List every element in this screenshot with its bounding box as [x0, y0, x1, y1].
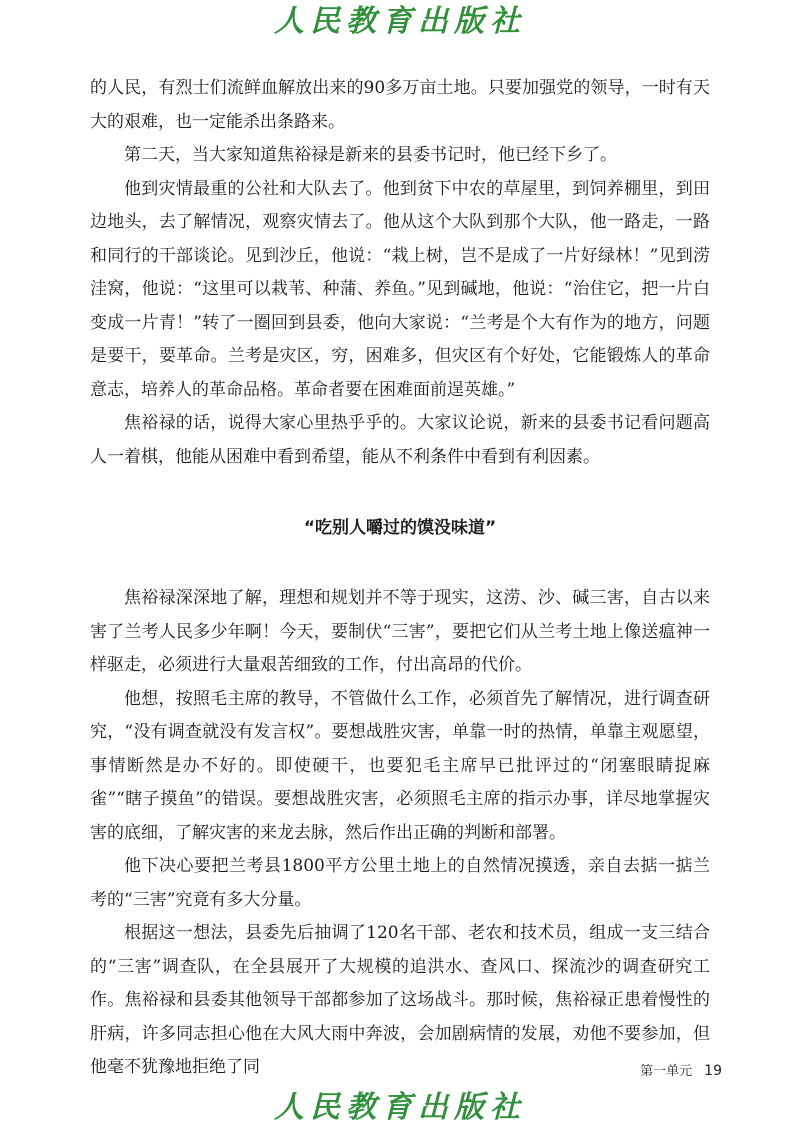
unit-label: 第一单元 [640, 1064, 693, 1079]
page-body [90, 72, 710, 1085]
section-title: “吃别人嚼过的馍没味道” [303, 518, 497, 538]
paragraph: 他下决心要把兰考县1800平方公里土地上的自然情况摸透，亲自去掂一掂兰考的“三害”究竟有多大分量。 [90, 856, 710, 910]
paragraph: 他想，按照毛主席的教导，不管做什么工作，必须首先了解情况，进行调查研究，“没有调查就没有发言权”。要想战胜灾害，单靠一时的热情，单靠主观愿望，事情断然是办不好的。即使硬干，也要犯毛主席早已批评过的“闭塞眼睛捉麻雀”“瞎子摸鱼”的错误。要想战胜灾害，必须照毛主席的指示办事，详尽地掌握灾害的底细，了解灾害的来龙去脉，然后作出正确的判断和部署。 [90, 688, 710, 843]
publisher-watermark-bottom: 人民教育出版社 [274, 1090, 526, 1125]
paragraph: 第二天，当大家知道焦裕禄是新来的县委书记时，他已经下乡了。 [124, 145, 617, 165]
paragraph: 根据这一想法，县委先后抽调了120名干部、老农和技术员，组成一支三结合的“三害”调查队，在全县展开了大规模的追洪水、查风口、探流沙的调查研究工作。焦裕禄和县委其他领导干部都参加了这场战斗。那时候，焦裕禄正患着慢性的肝病，许多同志担心他在大风大雨中奔波，会加剧病情的发展，劝他不要参加，但他毫不犹豫地拒绝了同 [90, 923, 710, 1077]
paragraph: 焦裕禄的话，说得大家心里热乎乎的。大家议论说，新来的县委书记看问题高人一着棋，他能从困难中看到希望，能从不利条件中看到有利因素。 [90, 413, 710, 467]
page-number: 19 [704, 1063, 722, 1079]
paragraph: 焦裕禄深深地了解，理想和规划并不等于现实，这涝、沙、碱三害，自古以来害了兰考人民多少年啊！今天，要制伏“三害”，要把它们从兰考土地上像送瘟神一样驱走，必须进行大量艰苦细致的工作，付出高昂的代价。 [90, 588, 710, 675]
paragraph: 他到灾情最重的公社和大队去了。他到贫下中农的草屋里，到饲养棚里，到田边地头，去了解情况，观察灾情去了。他从这个大队到那个大队，他一路走，一路和同行的干部谈论。见到沙丘，他说：“栽上树，岂不是成了一片好绿林！”见到涝洼窝，他说：“这里可以栽苇、种蒲、养鱼。”见到碱地，他说：“治住它，把一片白变成一片青！”转了一圈回到县委，他向大家说：“兰考是个大有作为的地方，问题是要干，要革命。兰考是灾区，穷，困难多，但灾区有个好处，它能锻炼人的革命意志，培养人的革命品格。革命者要在困难面前逞英雄。” [90, 178, 710, 400]
page-footer [640, 1060, 722, 1079]
publisher-watermark-top: 人民教育出版社 [274, 4, 526, 39]
paragraph: 的人民，有烈士们流鲜血解放出来的90多万亩土地。只要加强党的领导，一时有天大的艰难，也一定能杀出条路来。 [90, 78, 710, 132]
